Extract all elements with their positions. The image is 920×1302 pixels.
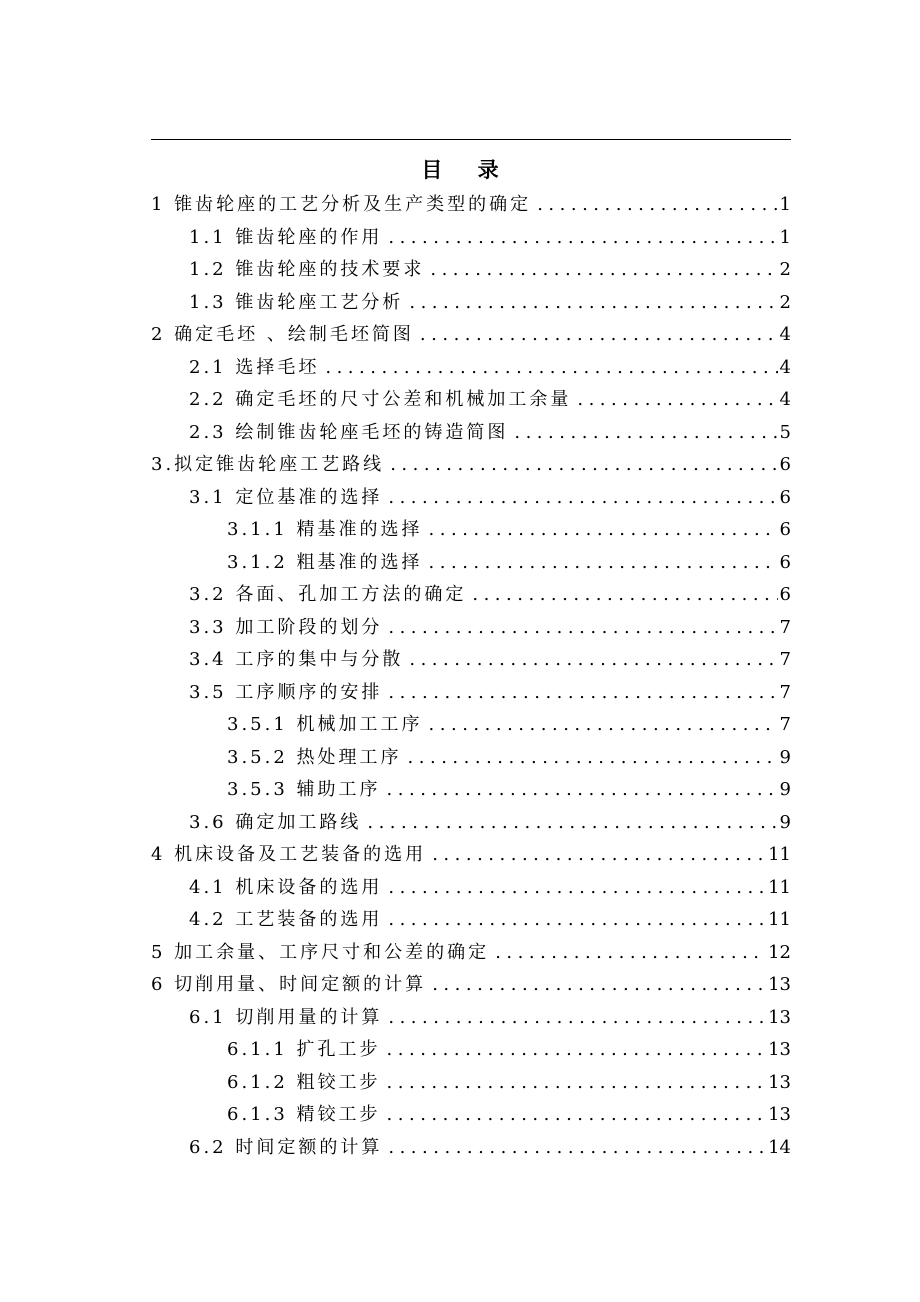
toc-entry[interactable] xyxy=(151,547,791,580)
toc-entry[interactable] xyxy=(151,677,791,710)
toc-leader-dots xyxy=(382,482,777,515)
toc-entry[interactable] xyxy=(151,839,791,872)
toc-leader-dots xyxy=(381,1067,767,1100)
toc-entry[interactable] xyxy=(151,319,791,352)
toc-entry[interactable] xyxy=(151,482,791,515)
toc-entry[interactable] xyxy=(151,449,791,482)
toc-entry[interactable] xyxy=(151,222,791,255)
toc-entry[interactable] xyxy=(151,872,791,905)
toc-entry-label: 2.2 确定毛坯的尺寸公差和机械加工余量 xyxy=(189,389,572,410)
toc-entry-page-number: 4 xyxy=(779,356,791,378)
toc-entry-label: 6.2 时间定额的计算 xyxy=(189,1136,383,1158)
toc-entry-page-number: 13 xyxy=(768,1071,791,1093)
toc-entry[interactable] xyxy=(151,709,791,742)
toc-entry[interactable] xyxy=(151,904,791,937)
toc-entry-page-number: 7 xyxy=(779,714,791,735)
toc-leader-dots xyxy=(403,287,777,320)
toc-entry-page-number: 13 xyxy=(768,974,791,995)
toc-entry[interactable] xyxy=(151,514,791,547)
toc-entry-page-number: 1 xyxy=(779,194,791,215)
toc-entry-label: 3.6 确定加工路线 xyxy=(189,811,362,833)
toc-entry[interactable] xyxy=(151,254,791,287)
toc-leader-dots xyxy=(381,1099,767,1132)
toc-entry-label: 3.3 加工阶段的划分 xyxy=(189,616,383,638)
toc-leader-dots xyxy=(381,1034,767,1067)
toc-leader-dots xyxy=(426,839,766,872)
toc-entry-label: 4 机床设备及工艺装备的选用 xyxy=(151,844,427,865)
toc-entry[interactable] xyxy=(151,352,791,385)
toc-leader-dots xyxy=(382,222,777,255)
toc-entry-label: 2.1 选择毛坯 xyxy=(189,356,320,378)
toc-entry-page-number: 11 xyxy=(768,876,791,898)
toc-leader-dots xyxy=(571,384,777,417)
toc-entry-label: 2.3 绘制锥齿轮座毛坯的铸造简图 xyxy=(189,421,509,443)
toc-entry-page-number: 1 xyxy=(779,226,791,248)
toc-title: 目 录 xyxy=(421,158,513,182)
toc-entry[interactable] xyxy=(151,742,791,775)
toc-entry[interactable] xyxy=(151,612,791,645)
toc-entry-page-number: 7 xyxy=(779,681,791,703)
toc-entry-page-number: 6 xyxy=(779,454,791,475)
toc-entry-label: 6 切削用量、时间定额的计算 xyxy=(151,974,427,995)
toc-entry-page-number: 4 xyxy=(779,324,791,345)
toc-entry[interactable] xyxy=(151,774,791,807)
toc-entry-label: 3.1.2 粗基准的选择 xyxy=(227,551,423,573)
toc-entry[interactable] xyxy=(151,189,791,222)
toc-entry-label: 3.1.1 精基准的选择 xyxy=(227,519,423,540)
toc-leader-dots xyxy=(489,937,766,970)
toc-entry-page-number: 4 xyxy=(779,389,791,410)
toc-leader-dots xyxy=(361,807,777,840)
toc-entry-page-number: 11 xyxy=(768,909,791,930)
toc-entry-label: 3.5.2 热处理工序 xyxy=(227,746,402,768)
toc-entry[interactable] xyxy=(151,1067,791,1100)
toc-entry-page-number: 9 xyxy=(779,746,791,768)
toc-entry[interactable] xyxy=(151,937,791,970)
toc-entry-label: 3.4 工序的集中与分散 xyxy=(189,649,404,670)
toc-entry-label: 3.1 定位基准的选择 xyxy=(189,486,383,508)
toc-entry-page-number: 2 xyxy=(779,259,791,280)
toc-entry[interactable] xyxy=(151,384,791,417)
toc-entry-page-number: 12 xyxy=(768,941,791,963)
toc-leader-dots xyxy=(384,449,777,482)
toc-entry[interactable] xyxy=(151,417,791,450)
toc-leader-dots xyxy=(382,612,777,645)
toc-entry-label: 3.5.3 辅助工序 xyxy=(227,779,381,800)
toc-entry-page-number: 7 xyxy=(779,616,791,638)
toc-entry-label: 3.拟定锥齿轮座工艺路线 xyxy=(151,454,385,475)
toc-entry-label: 1.2 锥齿轮座的技术要求 xyxy=(189,259,425,280)
toc-entry-label: 1 锥齿轮座的工艺分析及生产类型的确定 xyxy=(151,194,532,215)
toc-leader-dots xyxy=(403,644,777,677)
toc-entry-label: 3.5.1 机械加工工序 xyxy=(227,714,423,735)
toc-entry-label: 6.1.2 粗铰工步 xyxy=(227,1071,381,1093)
toc-entry-page-number: 9 xyxy=(779,811,791,833)
toc-entry[interactable] xyxy=(151,287,791,320)
toc-entry-page-number: 13 xyxy=(768,1104,791,1125)
toc-entry-page-number: 11 xyxy=(768,844,791,865)
toc-entry-label: 4.1 机床设备的选用 xyxy=(189,876,383,898)
toc-leader-dots xyxy=(319,352,777,385)
toc-entry[interactable] xyxy=(151,1132,791,1165)
toc-entry-label: 6.1.3 精铰工步 xyxy=(227,1104,381,1125)
toc-entry-page-number: 13 xyxy=(768,1006,791,1028)
toc-entry-label: 3.5 工序顺序的安排 xyxy=(189,681,383,703)
toc-entry-label: 1.3 锥齿轮座工艺分析 xyxy=(189,291,404,313)
toc-entry-page-number: 5 xyxy=(779,421,791,443)
toc-leader-dots xyxy=(466,579,777,612)
toc-entry-label: 3.2 各面、孔加工方法的确定 xyxy=(189,584,467,605)
toc-entry-label: 1.1 锥齿轮座的作用 xyxy=(189,226,383,248)
toc-entry-label: 6.1.1 扩孔工步 xyxy=(227,1039,381,1060)
toc-leader-dots xyxy=(382,872,766,905)
toc-entry-page-number: 6 xyxy=(779,584,791,605)
toc-leader-dots xyxy=(382,1132,766,1165)
toc-entry[interactable] xyxy=(151,579,791,612)
toc-leader-dots xyxy=(382,904,766,937)
toc-entry-label: 2 确定毛坯 、绘制毛坯简图 xyxy=(151,324,414,345)
toc-entry-page-number: 6 xyxy=(779,551,791,573)
toc-entry-label: 6.1 切削用量的计算 xyxy=(189,1006,383,1028)
toc-leader-dots xyxy=(382,677,777,710)
toc-leader-dots xyxy=(423,709,778,742)
toc-entry-page-number: 6 xyxy=(779,519,791,540)
toc-leader-dots xyxy=(423,547,778,580)
toc-entry[interactable] xyxy=(151,644,791,677)
toc-leader-dots xyxy=(381,774,778,807)
toc-entry-page-number: 7 xyxy=(779,649,791,670)
toc-entry-page-number: 13 xyxy=(768,1039,791,1060)
header-rule xyxy=(151,139,791,140)
toc-leader-dots xyxy=(424,254,777,287)
toc-entry[interactable] xyxy=(151,1002,791,1035)
toc-entry-page-number: 9 xyxy=(779,779,791,800)
toc-entry[interactable] xyxy=(151,1099,791,1132)
toc-entry-label: 5 加工余量、工序尺寸和公差的确定 xyxy=(151,941,490,963)
toc-entry[interactable] xyxy=(151,1034,791,1067)
toc-leader-dots xyxy=(531,189,777,222)
table-of-contents xyxy=(151,189,791,1164)
toc-entry-label: 4.2 工艺装备的选用 xyxy=(189,909,383,930)
toc-leader-dots xyxy=(423,514,778,547)
toc-leader-dots xyxy=(414,319,778,352)
toc-entry[interactable] xyxy=(151,807,791,840)
toc-entry-page-number: 2 xyxy=(779,291,791,313)
toc-entry[interactable] xyxy=(151,969,791,1002)
toc-leader-dots xyxy=(382,1002,766,1035)
toc-entry-page-number: 14 xyxy=(768,1136,791,1158)
toc-leader-dots xyxy=(426,969,766,1002)
toc-leader-dots xyxy=(508,417,777,450)
toc-leader-dots xyxy=(402,742,778,775)
toc-entry-page-number: 6 xyxy=(779,486,791,508)
